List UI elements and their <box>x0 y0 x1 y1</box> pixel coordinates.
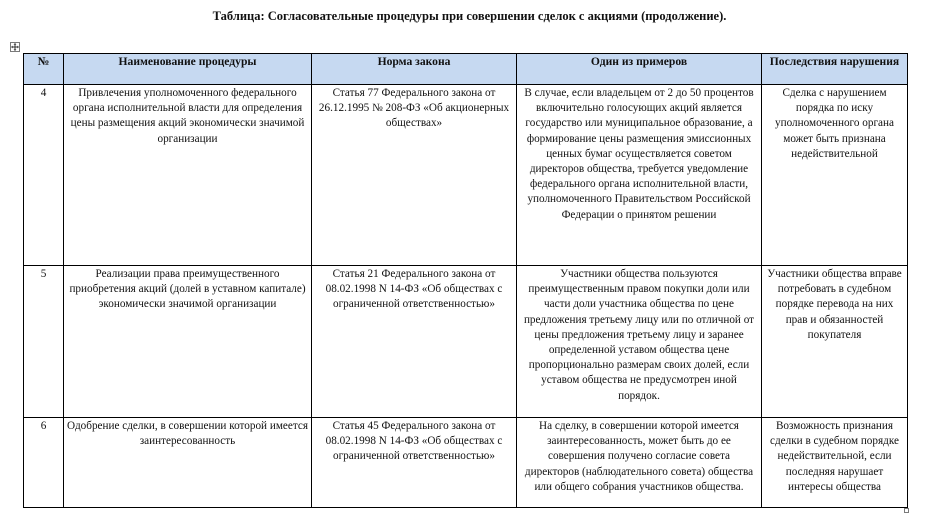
table-row <box>24 418 908 508</box>
row-consequence: Участники общества вправе потребовать в судебном порядке перевода на них прав и обязанностей покупателя <box>762 266 908 418</box>
row-example: В случае, если владельцем от 2 до 50 процентов включительно голосующих акций является государство или муниципальное образование, а формирование цены размещения эмиссионных ценных бумаг осуществляется советом директоров общества, требуется уведомление федерального органа исполнительной власти, уполномоченного Правительством Российской Федерации о принятом решении <box>517 85 762 266</box>
table-header-row <box>24 54 908 85</box>
row-procedure: Одобрение сделки, в совершении которой имеется заинтересованность <box>64 418 312 508</box>
table-move-handle[interactable] <box>10 42 20 52</box>
header-num: № <box>24 54 64 85</box>
row-procedure: Реализации права преимущественного приобретения акций (долей в уставном капитале) экономически значимой организации <box>64 266 312 418</box>
table-row <box>24 85 908 266</box>
row-law: Статья 77 Федерального закона от 26.12.1995 № 208-ФЗ «Об акционерных обществах» <box>312 85 517 266</box>
row-law: Статья 45 Федерального закона от 08.02.1998 N 14-ФЗ «Об обществах с ограниченной ответственностью» <box>312 418 517 508</box>
resize-handle-icon[interactable] <box>904 508 909 513</box>
row-example: Участники общества пользуются преимущественным правом покупки доли или части доли участника общества по цене предложения третьему лицу или по отличной от цены предложения третьему лицу и заранее определенной уставом общества цене пропорционально размерам своих долей, если уставом общества не предусмотрен иной порядок. <box>517 266 762 418</box>
row-procedure: Привлечения уполномоченного федерального органа исполнительной власти для определения цены размещения акций экономически значимой организации <box>64 85 312 266</box>
document-title: Таблица: Согласовательные процедуры при совершении сделок с акциями (продолжение). <box>212 9 727 23</box>
row-num: 6 <box>24 418 64 508</box>
row-consequence: Возможность признания сделки в судебном порядке недействительной, если последняя нарушает интересы общества <box>762 418 908 508</box>
header-procedure: Наименование процедуры <box>64 54 312 85</box>
row-consequence: Сделка с нарушением порядка по иску уполномоченного органа может быть признана недействительной <box>762 85 908 266</box>
header-consequence: Последствия нарушения <box>762 54 908 85</box>
header-law: Норма закона <box>312 54 517 85</box>
row-example: На сделку, в совершении которой имеется заинтересованность, может быть до ее совершения получено согласие совета директоров (наблюдательного совета) общества или общего собрания участников общества. <box>517 418 762 508</box>
procedures-table <box>23 53 908 508</box>
row-law: Статья 21 Федерального закона от 08.02.1998 N 14-ФЗ «Об обществах с ограниченной ответственностью» <box>312 266 517 418</box>
header-example: Один из примеров <box>517 54 762 85</box>
row-num: 5 <box>24 266 64 418</box>
move-handle-icon <box>11 43 19 51</box>
table-row <box>24 266 908 418</box>
row-num: 4 <box>24 85 64 266</box>
